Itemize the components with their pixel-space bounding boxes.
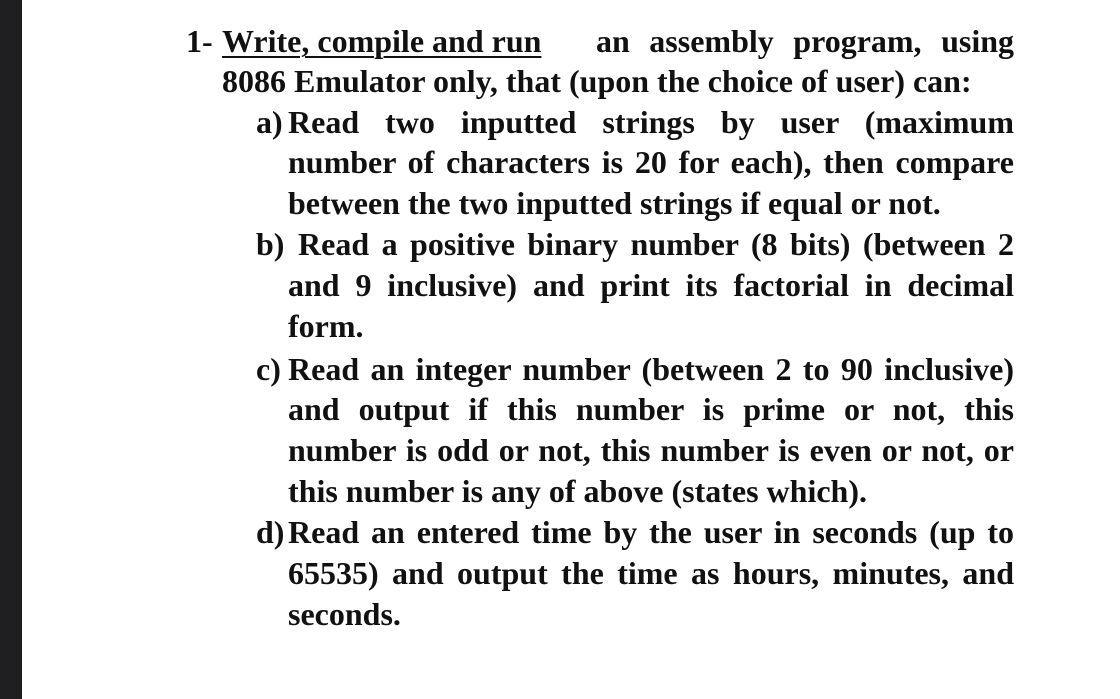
item-d-line-3: seconds. [288, 596, 401, 632]
item-b-line-1: Read a positive binary number (8 bits) (between 2 [298, 226, 1014, 262]
question-number: 1- [186, 23, 213, 59]
item-c-marker: c) [256, 351, 281, 387]
item-d-line-2: 65535) and output the time as hours, minutes, and [288, 555, 1014, 591]
underlined-instruction: Write, compile and run [222, 23, 542, 59]
item-a-line-2: number of characters is 20 for each), then compare [288, 144, 1014, 180]
item-c-line-3: number is odd or not, this number is even or not, or [288, 432, 1014, 468]
question-line-2: 8086 Emulator only, that (upon the choice of user) can: [222, 63, 972, 99]
item-c-line-1: Read an integer number (between 2 to 90 inclusive) [288, 351, 1014, 387]
question-underlined-text [222, 22, 541, 60]
item-b-line-3: form. [288, 308, 364, 344]
item-a-marker: a) [256, 104, 283, 140]
item-d-line-1: Read an entered time by the user in seconds (up to [288, 514, 1014, 550]
item-b-line-2: and 9 inclusive) and print its factorial in decimal [288, 267, 1014, 303]
question-line-1-rest: an assembly program, using [596, 23, 1014, 59]
item-c-line-4: this number is any of above (states which). [288, 473, 867, 509]
item-d-marker: d) [256, 514, 285, 550]
item-a-line-3: between the two inputted strings if equal or not. [288, 185, 941, 221]
item-c-line-2: and output if this number is prime or not, this [288, 391, 1014, 427]
item-a-line-1: Read two inputted strings by user (maximum [288, 104, 1014, 140]
item-b-marker: b) [256, 226, 285, 262]
